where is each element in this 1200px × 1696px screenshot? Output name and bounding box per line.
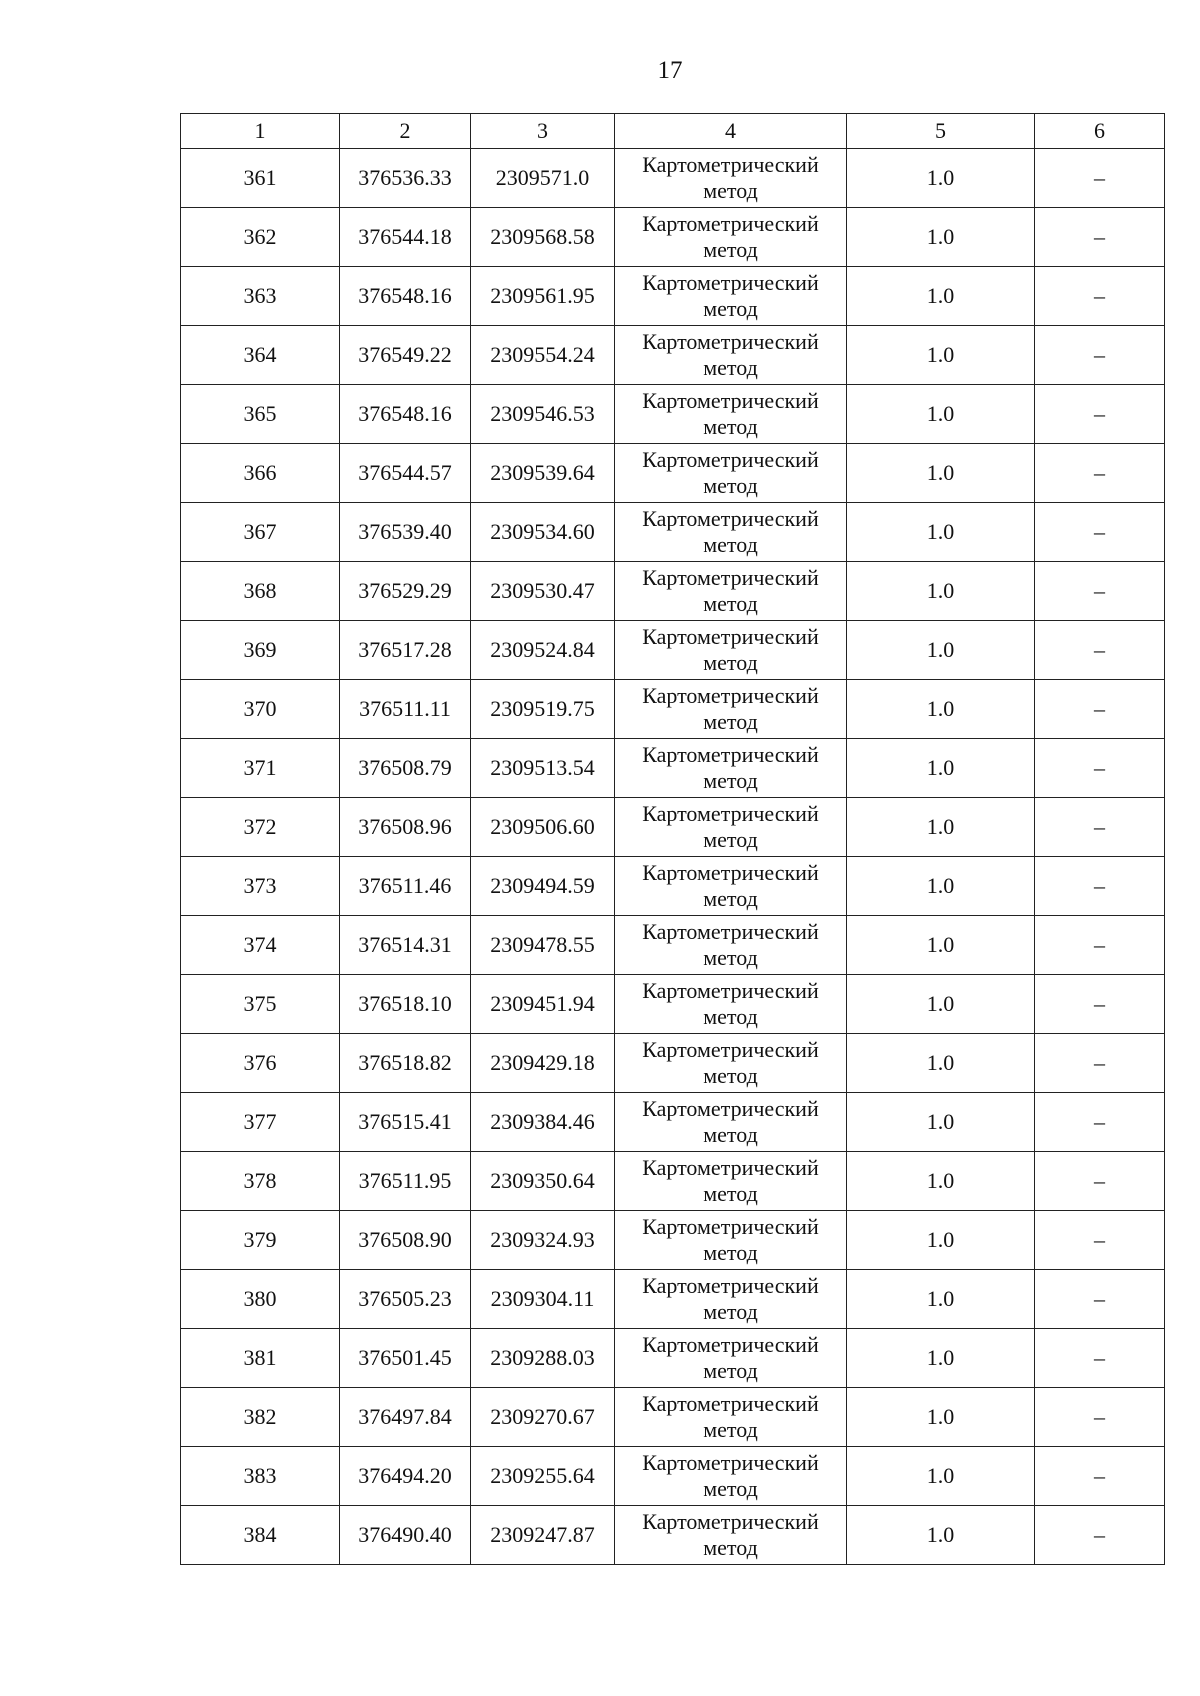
method-cell [615, 680, 847, 739]
precision-cell: 1.0 [847, 503, 1035, 562]
description-cell: – [1035, 1447, 1165, 1506]
description-cell: – [1035, 1093, 1165, 1152]
y-coordinate-cell: 2309534.60 [471, 503, 615, 562]
point-number-cell: 379 [181, 1211, 340, 1270]
precision-cell: 1.0 [847, 1034, 1035, 1093]
y-coordinate-cell: 2309571.0 [471, 149, 615, 208]
description-cell: – [1035, 798, 1165, 857]
method-cell [615, 326, 847, 385]
method-line-2: метод [703, 1004, 758, 1029]
method-line-1: Картометрический [642, 388, 819, 413]
precision-cell: 1.0 [847, 857, 1035, 916]
table-row [181, 680, 1165, 739]
method-line-2: метод [703, 650, 758, 675]
y-coordinate-cell: 2309530.47 [471, 562, 615, 621]
point-number-cell: 380 [181, 1270, 340, 1329]
method-cell [615, 857, 847, 916]
coordinates-table [180, 113, 1165, 1565]
method-line-2: метод [703, 296, 758, 321]
point-number-cell: 371 [181, 739, 340, 798]
point-number-cell: 381 [181, 1329, 340, 1388]
method-cell [615, 208, 847, 267]
x-coordinate-cell: 376544.57 [340, 444, 471, 503]
method-cell [615, 1329, 847, 1388]
y-coordinate-cell: 2309255.64 [471, 1447, 615, 1506]
x-coordinate-cell: 376514.31 [340, 916, 471, 975]
precision-cell: 1.0 [847, 680, 1035, 739]
x-coordinate-cell: 376494.20 [340, 1447, 471, 1506]
method-line-2: метод [703, 355, 758, 380]
y-coordinate-cell: 2309524.84 [471, 621, 615, 680]
column-header: 6 [1035, 114, 1165, 149]
method-line-2: метод [703, 1181, 758, 1206]
x-coordinate-cell: 376539.40 [340, 503, 471, 562]
point-number-cell: 377 [181, 1093, 340, 1152]
method-cell [615, 503, 847, 562]
description-cell: – [1035, 208, 1165, 267]
method-line-1: Картометрический [642, 329, 819, 354]
table-row [181, 444, 1165, 503]
table-row [181, 326, 1165, 385]
x-coordinate-cell: 376529.29 [340, 562, 471, 621]
description-cell: – [1035, 975, 1165, 1034]
method-cell [615, 1506, 847, 1565]
method-line-2: метод [703, 532, 758, 557]
description-cell: – [1035, 562, 1165, 621]
method-cell [615, 267, 847, 326]
x-coordinate-cell: 376490.40 [340, 1506, 471, 1565]
method-cell [615, 385, 847, 444]
method-cell [615, 1388, 847, 1447]
point-number-cell: 368 [181, 562, 340, 621]
point-number-cell: 383 [181, 1447, 340, 1506]
method-line-2: метод [703, 178, 758, 203]
description-cell: – [1035, 680, 1165, 739]
precision-cell: 1.0 [847, 1211, 1035, 1270]
table-row [181, 1211, 1165, 1270]
y-coordinate-cell: 2309546.53 [471, 385, 615, 444]
precision-cell: 1.0 [847, 1447, 1035, 1506]
method-line-1: Картометрический [642, 1096, 819, 1121]
point-number-cell: 370 [181, 680, 340, 739]
method-line-2: метод [703, 473, 758, 498]
precision-cell: 1.0 [847, 562, 1035, 621]
method-line-1: Картометрический [642, 1509, 819, 1534]
point-number-cell: 376 [181, 1034, 340, 1093]
y-coordinate-cell: 2309506.60 [471, 798, 615, 857]
precision-cell: 1.0 [847, 1270, 1035, 1329]
point-number-cell: 375 [181, 975, 340, 1034]
method-line-2: метод [703, 1122, 758, 1147]
method-line-1: Картометрический [642, 1037, 819, 1062]
table-row [181, 385, 1165, 444]
description-cell: – [1035, 857, 1165, 916]
x-coordinate-cell: 376515.41 [340, 1093, 471, 1152]
method-cell [615, 1034, 847, 1093]
method-line-1: Картометрический [642, 860, 819, 885]
y-coordinate-cell: 2309513.54 [471, 739, 615, 798]
x-coordinate-cell: 376511.11 [340, 680, 471, 739]
y-coordinate-cell: 2309494.59 [471, 857, 615, 916]
method-cell [615, 562, 847, 621]
method-line-2: метод [703, 768, 758, 793]
table-body [181, 149, 1165, 1565]
method-line-2: метод [703, 1417, 758, 1442]
precision-cell: 1.0 [847, 1329, 1035, 1388]
x-coordinate-cell: 376517.28 [340, 621, 471, 680]
y-coordinate-cell: 2309568.58 [471, 208, 615, 267]
x-coordinate-cell: 376497.84 [340, 1388, 471, 1447]
point-number-cell: 378 [181, 1152, 340, 1211]
table-row [181, 1093, 1165, 1152]
method-line-1: Картометрический [642, 152, 819, 177]
description-cell: – [1035, 916, 1165, 975]
description-cell: – [1035, 1388, 1165, 1447]
y-coordinate-cell: 2309270.67 [471, 1388, 615, 1447]
point-number-cell: 364 [181, 326, 340, 385]
point-number-cell: 382 [181, 1388, 340, 1447]
x-coordinate-cell: 376505.23 [340, 1270, 471, 1329]
description-cell: – [1035, 621, 1165, 680]
method-line-1: Картометрический [642, 683, 819, 708]
method-line-1: Картометрический [642, 1332, 819, 1357]
method-cell [615, 1447, 847, 1506]
y-coordinate-cell: 2309478.55 [471, 916, 615, 975]
method-cell [615, 1270, 847, 1329]
x-coordinate-cell: 376544.18 [340, 208, 471, 267]
point-number-cell: 362 [181, 208, 340, 267]
point-number-cell: 365 [181, 385, 340, 444]
method-line-2: метод [703, 1063, 758, 1088]
x-coordinate-cell: 376518.82 [340, 1034, 471, 1093]
method-line-1: Картометрический [642, 270, 819, 295]
x-coordinate-cell: 376508.96 [340, 798, 471, 857]
column-header: 5 [847, 114, 1035, 149]
method-line-2: метод [703, 1240, 758, 1265]
precision-cell: 1.0 [847, 267, 1035, 326]
point-number-cell: 363 [181, 267, 340, 326]
description-cell: – [1035, 326, 1165, 385]
method-line-2: метод [703, 827, 758, 852]
description-cell: – [1035, 1152, 1165, 1211]
method-line-2: метод [703, 414, 758, 439]
method-cell [615, 1093, 847, 1152]
table-row [181, 562, 1165, 621]
y-coordinate-cell: 2309350.64 [471, 1152, 615, 1211]
point-number-cell: 374 [181, 916, 340, 975]
precision-cell: 1.0 [847, 621, 1035, 680]
method-line-1: Картометрический [642, 1391, 819, 1416]
precision-cell: 1.0 [847, 739, 1035, 798]
description-cell: – [1035, 267, 1165, 326]
x-coordinate-cell: 376518.10 [340, 975, 471, 1034]
description-cell: – [1035, 1034, 1165, 1093]
method-line-1: Картометрический [642, 624, 819, 649]
method-line-2: метод [703, 1299, 758, 1324]
table-row [181, 1447, 1165, 1506]
method-line-2: метод [703, 237, 758, 262]
column-header: 2 [340, 114, 471, 149]
table-row [181, 1506, 1165, 1565]
table-row [181, 798, 1165, 857]
table-row [181, 1329, 1165, 1388]
y-coordinate-cell: 2309247.87 [471, 1506, 615, 1565]
table-row [181, 1152, 1165, 1211]
table-row [181, 1388, 1165, 1447]
method-cell [615, 975, 847, 1034]
x-coordinate-cell: 376508.90 [340, 1211, 471, 1270]
precision-cell: 1.0 [847, 385, 1035, 444]
method-line-2: метод [703, 886, 758, 911]
method-line-2: метод [703, 1535, 758, 1560]
description-cell: – [1035, 1506, 1165, 1565]
x-coordinate-cell: 376548.16 [340, 267, 471, 326]
method-line-1: Картометрический [642, 1214, 819, 1239]
y-coordinate-cell: 2309429.18 [471, 1034, 615, 1093]
description-cell: – [1035, 739, 1165, 798]
y-coordinate-cell: 2309384.46 [471, 1093, 615, 1152]
method-line-1: Картометрический [642, 565, 819, 590]
method-cell [615, 739, 847, 798]
method-line-2: метод [703, 945, 758, 970]
method-line-1: Картометрический [642, 1273, 819, 1298]
column-header: 3 [471, 114, 615, 149]
method-cell [615, 444, 847, 503]
method-line-2: метод [703, 1358, 758, 1383]
x-coordinate-cell: 376508.79 [340, 739, 471, 798]
table-row [181, 503, 1165, 562]
x-coordinate-cell: 376511.46 [340, 857, 471, 916]
y-coordinate-cell: 2309288.03 [471, 1329, 615, 1388]
table-row [181, 621, 1165, 680]
precision-cell: 1.0 [847, 916, 1035, 975]
method-line-2: метод [703, 709, 758, 734]
method-cell [615, 149, 847, 208]
y-coordinate-cell: 2309519.75 [471, 680, 615, 739]
x-coordinate-cell: 376549.22 [340, 326, 471, 385]
x-coordinate-cell: 376511.95 [340, 1152, 471, 1211]
y-coordinate-cell: 2309451.94 [471, 975, 615, 1034]
description-cell: – [1035, 1211, 1165, 1270]
precision-cell: 1.0 [847, 1506, 1035, 1565]
description-cell: – [1035, 385, 1165, 444]
method-line-2: метод [703, 591, 758, 616]
y-coordinate-cell: 2309561.95 [471, 267, 615, 326]
description-cell: – [1035, 503, 1165, 562]
method-line-1: Картометрический [642, 506, 819, 531]
method-line-1: Картометрический [642, 211, 819, 236]
description-cell: – [1035, 149, 1165, 208]
precision-cell: 1.0 [847, 1388, 1035, 1447]
method-line-1: Картометрический [642, 1450, 819, 1475]
table-row [181, 1270, 1165, 1329]
method-line-1: Картометрический [642, 919, 819, 944]
column-header: 1 [181, 114, 340, 149]
point-number-cell: 366 [181, 444, 340, 503]
method-cell [615, 1211, 847, 1270]
description-cell: – [1035, 1270, 1165, 1329]
page-number: 17 [657, 57, 683, 84]
precision-cell: 1.0 [847, 326, 1035, 385]
method-cell [615, 916, 847, 975]
description-cell: – [1035, 1329, 1165, 1388]
precision-cell: 1.0 [847, 208, 1035, 267]
table-row [181, 1034, 1165, 1093]
y-coordinate-cell: 2309304.11 [471, 1270, 615, 1329]
method-cell [615, 798, 847, 857]
precision-cell: 1.0 [847, 149, 1035, 208]
precision-cell: 1.0 [847, 1152, 1035, 1211]
table-row [181, 739, 1165, 798]
point-number-cell: 361 [181, 149, 340, 208]
table-row [181, 916, 1165, 975]
x-coordinate-cell: 376501.45 [340, 1329, 471, 1388]
precision-cell: 1.0 [847, 798, 1035, 857]
table-row [181, 267, 1165, 326]
y-coordinate-cell: 2309554.24 [471, 326, 615, 385]
point-number-cell: 372 [181, 798, 340, 857]
table-row [181, 149, 1165, 208]
y-coordinate-cell: 2309324.93 [471, 1211, 615, 1270]
y-coordinate-cell: 2309539.64 [471, 444, 615, 503]
table-row [181, 857, 1165, 916]
table-row [181, 975, 1165, 1034]
x-coordinate-cell: 376548.16 [340, 385, 471, 444]
method-line-1: Картометрический [642, 801, 819, 826]
precision-cell: 1.0 [847, 444, 1035, 503]
x-coordinate-cell: 376536.33 [340, 149, 471, 208]
method-cell [615, 1152, 847, 1211]
point-number-cell: 369 [181, 621, 340, 680]
method-line-1: Картометрический [642, 978, 819, 1003]
table-header-row [181, 114, 1165, 149]
table-row [181, 208, 1165, 267]
method-line-1: Картометрический [642, 1155, 819, 1180]
description-cell: – [1035, 444, 1165, 503]
method-cell [615, 621, 847, 680]
point-number-cell: 384 [181, 1506, 340, 1565]
point-number-cell: 373 [181, 857, 340, 916]
column-header: 4 [615, 114, 847, 149]
precision-cell: 1.0 [847, 975, 1035, 1034]
method-line-2: метод [703, 1476, 758, 1501]
method-line-1: Картометрический [642, 447, 819, 472]
precision-cell: 1.0 [847, 1093, 1035, 1152]
method-line-1: Картометрический [642, 742, 819, 767]
point-number-cell: 367 [181, 503, 340, 562]
